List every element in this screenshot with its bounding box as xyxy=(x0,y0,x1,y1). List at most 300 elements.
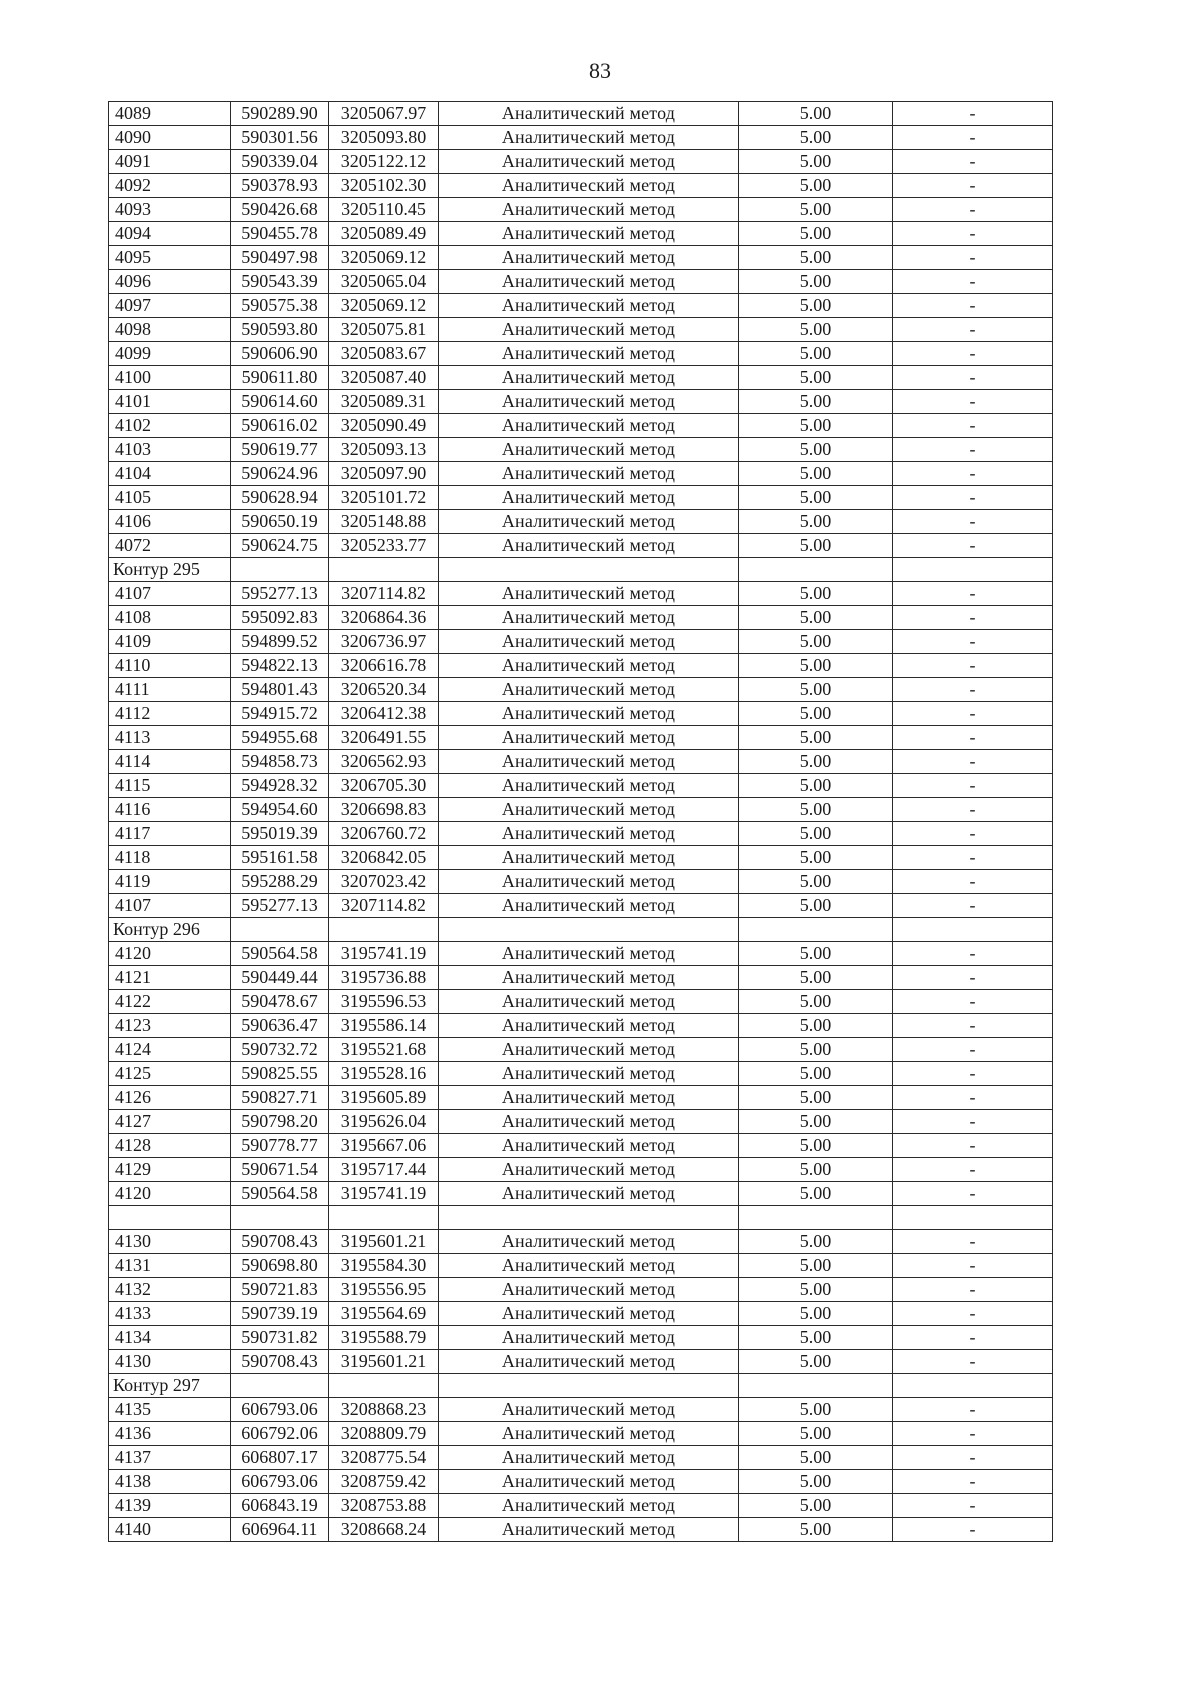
x-coordinate-cell: 590708.43 xyxy=(231,1230,329,1254)
accuracy-cell: 5.00 xyxy=(739,342,893,366)
point-number-cell: 4131 xyxy=(109,1254,231,1278)
method-cell: Аналитический метод xyxy=(439,462,739,486)
description-cell: - xyxy=(893,582,1053,606)
y-coordinate-cell: 3205067.97 xyxy=(329,102,439,126)
table-row xyxy=(109,630,1053,654)
method-cell: Аналитический метод xyxy=(439,438,739,462)
y-coordinate-cell: 3206616.78 xyxy=(329,654,439,678)
accuracy-cell: 5.00 xyxy=(739,774,893,798)
table-row xyxy=(109,486,1053,510)
x-coordinate-cell: 594801.43 xyxy=(231,678,329,702)
description-cell: - xyxy=(893,966,1053,990)
description-cell: - xyxy=(893,318,1053,342)
x-coordinate-cell: 590825.55 xyxy=(231,1062,329,1086)
x-coordinate-cell: 590449.44 xyxy=(231,966,329,990)
method-cell: Аналитический метод xyxy=(439,606,739,630)
x-coordinate-cell: 594954.60 xyxy=(231,798,329,822)
y-coordinate-cell: 3195717.44 xyxy=(329,1158,439,1182)
accuracy-cell: 5.00 xyxy=(739,1038,893,1062)
accuracy-cell: 5.00 xyxy=(739,942,893,966)
point-number-cell: 4111 xyxy=(109,678,231,702)
y-coordinate-cell: 3195564.69 xyxy=(329,1302,439,1326)
method-cell: Аналитический метод xyxy=(439,1230,739,1254)
y-coordinate-cell: 3195584.30 xyxy=(329,1254,439,1278)
empty-cell xyxy=(329,918,439,942)
table-row xyxy=(109,894,1053,918)
point-number-cell: 4130 xyxy=(109,1350,231,1374)
contour-header-row xyxy=(109,1206,1053,1230)
accuracy-cell: 5.00 xyxy=(739,174,893,198)
description-cell: - xyxy=(893,222,1053,246)
description-cell: - xyxy=(893,1158,1053,1182)
accuracy-cell: 5.00 xyxy=(739,1302,893,1326)
description-cell: - xyxy=(893,822,1053,846)
method-cell: Аналитический метод xyxy=(439,846,739,870)
description-cell: - xyxy=(893,510,1053,534)
description-cell: - xyxy=(893,1494,1053,1518)
accuracy-cell: 5.00 xyxy=(739,102,893,126)
point-number-cell: 4108 xyxy=(109,606,231,630)
point-number-cell: 4093 xyxy=(109,198,231,222)
table-row xyxy=(109,1062,1053,1086)
table-row xyxy=(109,1398,1053,1422)
empty-cell xyxy=(893,918,1053,942)
x-coordinate-cell: 590339.04 xyxy=(231,150,329,174)
accuracy-cell: 5.00 xyxy=(739,1422,893,1446)
empty-cell xyxy=(329,1206,439,1230)
description-cell: - xyxy=(893,774,1053,798)
point-number-cell: 4107 xyxy=(109,582,231,606)
description-cell: - xyxy=(893,102,1053,126)
method-cell: Аналитический метод xyxy=(439,870,739,894)
table-row xyxy=(109,1158,1053,1182)
table-body xyxy=(109,102,1053,1542)
x-coordinate-cell: 594955.68 xyxy=(231,726,329,750)
description-cell: - xyxy=(893,1422,1053,1446)
accuracy-cell: 5.00 xyxy=(739,702,893,726)
table-row xyxy=(109,1278,1053,1302)
method-cell: Аналитический метод xyxy=(439,894,739,918)
point-number-cell: 4140 xyxy=(109,1518,231,1542)
accuracy-cell: 5.00 xyxy=(739,630,893,654)
point-number-cell: 4101 xyxy=(109,390,231,414)
y-coordinate-cell: 3208868.23 xyxy=(329,1398,439,1422)
y-coordinate-cell: 3205148.88 xyxy=(329,510,439,534)
accuracy-cell: 5.00 xyxy=(739,1182,893,1206)
x-coordinate-cell: 590497.98 xyxy=(231,246,329,270)
y-coordinate-cell: 3195588.79 xyxy=(329,1326,439,1350)
point-number-cell: 4133 xyxy=(109,1302,231,1326)
description-cell: - xyxy=(893,414,1053,438)
x-coordinate-cell: 606793.06 xyxy=(231,1398,329,1422)
y-coordinate-cell: 3205093.80 xyxy=(329,126,439,150)
description-cell: - xyxy=(893,1470,1053,1494)
x-coordinate-cell: 590593.80 xyxy=(231,318,329,342)
table-row xyxy=(109,438,1053,462)
method-cell: Аналитический метод xyxy=(439,1182,739,1206)
description-cell: - xyxy=(893,150,1053,174)
x-coordinate-cell: 590732.72 xyxy=(231,1038,329,1062)
accuracy-cell: 5.00 xyxy=(739,318,893,342)
method-cell: Аналитический метод xyxy=(439,1038,739,1062)
accuracy-cell: 5.00 xyxy=(739,1086,893,1110)
accuracy-cell: 5.00 xyxy=(739,1158,893,1182)
description-cell: - xyxy=(893,1302,1053,1326)
empty-cell xyxy=(893,558,1053,582)
method-cell: Аналитический метод xyxy=(439,1110,739,1134)
y-coordinate-cell: 3208668.24 xyxy=(329,1518,439,1542)
y-coordinate-cell: 3206842.05 xyxy=(329,846,439,870)
description-cell: - xyxy=(893,1134,1053,1158)
method-cell: Аналитический метод xyxy=(439,318,739,342)
accuracy-cell: 5.00 xyxy=(739,1326,893,1350)
table-row xyxy=(109,414,1053,438)
point-number-cell: 4136 xyxy=(109,1422,231,1446)
method-cell: Аналитический метод xyxy=(439,1062,739,1086)
point-number-cell: 4132 xyxy=(109,1278,231,1302)
table-row xyxy=(109,774,1053,798)
point-number-cell: 4099 xyxy=(109,342,231,366)
x-coordinate-cell: 590708.43 xyxy=(231,1350,329,1374)
y-coordinate-cell: 3205089.49 xyxy=(329,222,439,246)
point-number-cell: 4106 xyxy=(109,510,231,534)
y-coordinate-cell: 3206520.34 xyxy=(329,678,439,702)
description-cell: - xyxy=(893,1182,1053,1206)
table-row xyxy=(109,366,1053,390)
x-coordinate-cell: 590614.60 xyxy=(231,390,329,414)
accuracy-cell: 5.00 xyxy=(739,1062,893,1086)
description-cell: - xyxy=(893,702,1053,726)
empty-cell xyxy=(439,1206,739,1230)
x-coordinate-cell: 590478.67 xyxy=(231,990,329,1014)
y-coordinate-cell: 3205101.72 xyxy=(329,486,439,510)
y-coordinate-cell: 3207114.82 xyxy=(329,894,439,918)
method-cell: Аналитический метод xyxy=(439,678,739,702)
x-coordinate-cell: 590827.71 xyxy=(231,1086,329,1110)
method-cell: Аналитический метод xyxy=(439,750,739,774)
point-number-cell: 4114 xyxy=(109,750,231,774)
description-cell: - xyxy=(893,438,1053,462)
accuracy-cell: 5.00 xyxy=(739,1446,893,1470)
point-number-cell: 4121 xyxy=(109,966,231,990)
contour-label: Контур 295 xyxy=(109,558,231,582)
accuracy-cell: 5.00 xyxy=(739,582,893,606)
point-number-cell: 4137 xyxy=(109,1446,231,1470)
accuracy-cell: 5.00 xyxy=(739,462,893,486)
accuracy-cell: 5.00 xyxy=(739,750,893,774)
method-cell: Аналитический метод xyxy=(439,1158,739,1182)
point-number-cell: 4091 xyxy=(109,150,231,174)
x-coordinate-cell: 590564.58 xyxy=(231,942,329,966)
point-number-cell: 4105 xyxy=(109,486,231,510)
y-coordinate-cell: 3195596.53 xyxy=(329,990,439,1014)
method-cell: Аналитический метод xyxy=(439,1326,739,1350)
point-number-cell: 4128 xyxy=(109,1134,231,1158)
x-coordinate-cell: 590611.80 xyxy=(231,366,329,390)
y-coordinate-cell: 3195736.88 xyxy=(329,966,439,990)
method-cell: Аналитический метод xyxy=(439,1446,739,1470)
y-coordinate-cell: 3195741.19 xyxy=(329,942,439,966)
y-coordinate-cell: 3206562.93 xyxy=(329,750,439,774)
table-row xyxy=(109,1230,1053,1254)
method-cell: Аналитический метод xyxy=(439,510,739,534)
point-number-cell: 4097 xyxy=(109,294,231,318)
point-number-cell: 4124 xyxy=(109,1038,231,1062)
method-cell: Аналитический метод xyxy=(439,486,739,510)
point-number-cell: 4127 xyxy=(109,1110,231,1134)
description-cell: - xyxy=(893,294,1053,318)
table-row xyxy=(109,1134,1053,1158)
description-cell: - xyxy=(893,1446,1053,1470)
y-coordinate-cell: 3206736.97 xyxy=(329,630,439,654)
x-coordinate-cell: 594858.73 xyxy=(231,750,329,774)
point-number-cell: 4135 xyxy=(109,1398,231,1422)
method-cell: Аналитический метод xyxy=(439,798,739,822)
y-coordinate-cell: 3195626.04 xyxy=(329,1110,439,1134)
description-cell: - xyxy=(893,246,1053,270)
table-row xyxy=(109,126,1053,150)
table-row xyxy=(109,990,1053,1014)
x-coordinate-cell: 590731.82 xyxy=(231,1326,329,1350)
accuracy-cell: 5.00 xyxy=(739,126,893,150)
table-row xyxy=(109,1422,1053,1446)
table-row xyxy=(109,462,1053,486)
accuracy-cell: 5.00 xyxy=(739,390,893,414)
x-coordinate-cell: 590619.77 xyxy=(231,438,329,462)
method-cell: Аналитический метод xyxy=(439,630,739,654)
x-coordinate-cell: 606807.17 xyxy=(231,1446,329,1470)
table-row xyxy=(109,1470,1053,1494)
y-coordinate-cell: 3206698.83 xyxy=(329,798,439,822)
accuracy-cell: 5.00 xyxy=(739,270,893,294)
accuracy-cell: 5.00 xyxy=(739,198,893,222)
y-coordinate-cell: 3205093.13 xyxy=(329,438,439,462)
table-row xyxy=(109,222,1053,246)
method-cell: Аналитический метод xyxy=(439,726,739,750)
point-number-cell: 4117 xyxy=(109,822,231,846)
table-row xyxy=(109,1182,1053,1206)
point-number-cell: 4118 xyxy=(109,846,231,870)
coordinates-table xyxy=(108,101,1053,1542)
description-cell: - xyxy=(893,678,1053,702)
x-coordinate-cell: 590624.96 xyxy=(231,462,329,486)
table-row xyxy=(109,342,1053,366)
accuracy-cell: 5.00 xyxy=(739,438,893,462)
method-cell: Аналитический метод xyxy=(439,390,739,414)
y-coordinate-cell: 3206412.38 xyxy=(329,702,439,726)
point-number-cell: 4123 xyxy=(109,1014,231,1038)
x-coordinate-cell: 590426.68 xyxy=(231,198,329,222)
y-coordinate-cell: 3195586.14 xyxy=(329,1014,439,1038)
point-number-cell: 4107 xyxy=(109,894,231,918)
point-number-cell: 4116 xyxy=(109,798,231,822)
y-coordinate-cell: 3206864.36 xyxy=(329,606,439,630)
accuracy-cell: 5.00 xyxy=(739,846,893,870)
method-cell: Аналитический метод xyxy=(439,654,739,678)
description-cell: - xyxy=(893,1038,1053,1062)
x-coordinate-cell: 590698.80 xyxy=(231,1254,329,1278)
table-row xyxy=(109,150,1053,174)
accuracy-cell: 5.00 xyxy=(739,1398,893,1422)
method-cell: Аналитический метод xyxy=(439,150,739,174)
table-row xyxy=(109,1350,1053,1374)
table-row xyxy=(109,510,1053,534)
table-row xyxy=(109,534,1053,558)
accuracy-cell: 5.00 xyxy=(739,1254,893,1278)
table-row xyxy=(109,246,1053,270)
description-cell: - xyxy=(893,1326,1053,1350)
x-coordinate-cell: 590575.38 xyxy=(231,294,329,318)
table-row xyxy=(109,1494,1053,1518)
accuracy-cell: 5.00 xyxy=(739,966,893,990)
description-cell: - xyxy=(893,1014,1053,1038)
empty-cell xyxy=(893,1206,1053,1230)
method-cell: Аналитический метод xyxy=(439,414,739,438)
y-coordinate-cell: 3205083.67 xyxy=(329,342,439,366)
table-row xyxy=(109,582,1053,606)
x-coordinate-cell: 590778.77 xyxy=(231,1134,329,1158)
table-row xyxy=(109,1014,1053,1038)
table-row xyxy=(109,846,1053,870)
method-cell: Аналитический метод xyxy=(439,582,739,606)
y-coordinate-cell: 3205110.45 xyxy=(329,198,439,222)
method-cell: Аналитический метод xyxy=(439,534,739,558)
point-number-cell: 4125 xyxy=(109,1062,231,1086)
accuracy-cell: 5.00 xyxy=(739,822,893,846)
point-number-cell: 4100 xyxy=(109,366,231,390)
y-coordinate-cell: 3206760.72 xyxy=(329,822,439,846)
table-row xyxy=(109,390,1053,414)
y-coordinate-cell: 3205089.31 xyxy=(329,390,439,414)
table-row xyxy=(109,318,1053,342)
x-coordinate-cell: 590455.78 xyxy=(231,222,329,246)
point-number-cell: 4090 xyxy=(109,126,231,150)
table-row xyxy=(109,870,1053,894)
x-coordinate-cell: 606843.19 xyxy=(231,1494,329,1518)
y-coordinate-cell: 3195601.21 xyxy=(329,1350,439,1374)
point-number-cell: 4119 xyxy=(109,870,231,894)
description-cell: - xyxy=(893,534,1053,558)
y-coordinate-cell: 3208753.88 xyxy=(329,1494,439,1518)
contour-header-row xyxy=(109,1374,1053,1398)
table-row xyxy=(109,174,1053,198)
empty-cell xyxy=(231,1206,329,1230)
method-cell: Аналитический метод xyxy=(439,366,739,390)
x-coordinate-cell: 590564.58 xyxy=(231,1182,329,1206)
contour-label: Контур 296 xyxy=(109,918,231,942)
empty-cell xyxy=(439,558,739,582)
table-row xyxy=(109,702,1053,726)
y-coordinate-cell: 3208759.42 xyxy=(329,1470,439,1494)
y-coordinate-cell: 3195741.19 xyxy=(329,1182,439,1206)
point-number-cell: 4098 xyxy=(109,318,231,342)
empty-cell xyxy=(329,1374,439,1398)
description-cell: - xyxy=(893,1230,1053,1254)
y-coordinate-cell: 3195605.89 xyxy=(329,1086,439,1110)
description-cell: - xyxy=(893,486,1053,510)
accuracy-cell: 5.00 xyxy=(739,1230,893,1254)
empty-cell xyxy=(739,1206,893,1230)
empty-cell xyxy=(739,1374,893,1398)
method-cell: Аналитический метод xyxy=(439,942,739,966)
method-cell: Аналитический метод xyxy=(439,1086,739,1110)
point-number-cell: 4138 xyxy=(109,1470,231,1494)
empty-cell xyxy=(439,918,739,942)
y-coordinate-cell: 3195667.06 xyxy=(329,1134,439,1158)
table-row xyxy=(109,966,1053,990)
accuracy-cell: 5.00 xyxy=(739,486,893,510)
point-number-cell: 4129 xyxy=(109,1158,231,1182)
description-cell: - xyxy=(893,726,1053,750)
method-cell: Аналитический метод xyxy=(439,1398,739,1422)
method-cell: Аналитический метод xyxy=(439,702,739,726)
y-coordinate-cell: 3205075.81 xyxy=(329,318,439,342)
point-number-cell: 4120 xyxy=(109,1182,231,1206)
x-coordinate-cell: 590378.93 xyxy=(231,174,329,198)
description-cell: - xyxy=(893,1110,1053,1134)
point-number-cell: 4130 xyxy=(109,1230,231,1254)
table-row xyxy=(109,1038,1053,1062)
x-coordinate-cell: 590301.56 xyxy=(231,126,329,150)
point-number-cell: 4134 xyxy=(109,1326,231,1350)
point-number-cell: 4095 xyxy=(109,246,231,270)
accuracy-cell: 5.00 xyxy=(739,678,893,702)
method-cell: Аналитический метод xyxy=(439,198,739,222)
empty-cell xyxy=(739,918,893,942)
x-coordinate-cell: 595019.39 xyxy=(231,822,329,846)
table-row xyxy=(109,654,1053,678)
table-row xyxy=(109,606,1053,630)
table-row xyxy=(109,1110,1053,1134)
method-cell: Аналитический метод xyxy=(439,822,739,846)
y-coordinate-cell: 3207023.42 xyxy=(329,870,439,894)
y-coordinate-cell: 3195528.16 xyxy=(329,1062,439,1086)
description-cell: - xyxy=(893,270,1053,294)
table-row xyxy=(109,102,1053,126)
table-row xyxy=(109,294,1053,318)
y-coordinate-cell: 3206705.30 xyxy=(329,774,439,798)
table-row xyxy=(109,942,1053,966)
x-coordinate-cell: 590606.90 xyxy=(231,342,329,366)
method-cell: Аналитический метод xyxy=(439,1278,739,1302)
point-number-cell: 4139 xyxy=(109,1494,231,1518)
x-coordinate-cell: 594822.13 xyxy=(231,654,329,678)
method-cell: Аналитический метод xyxy=(439,270,739,294)
point-number-cell: 4120 xyxy=(109,942,231,966)
description-cell: - xyxy=(893,798,1053,822)
method-cell: Аналитический метод xyxy=(439,174,739,198)
y-coordinate-cell: 3195601.21 xyxy=(329,1230,439,1254)
table-row xyxy=(109,198,1053,222)
method-cell: Аналитический метод xyxy=(439,246,739,270)
accuracy-cell: 5.00 xyxy=(739,414,893,438)
x-coordinate-cell: 590624.75 xyxy=(231,534,329,558)
description-cell: - xyxy=(893,366,1053,390)
x-coordinate-cell: 590289.90 xyxy=(231,102,329,126)
accuracy-cell: 5.00 xyxy=(739,606,893,630)
description-cell: - xyxy=(893,462,1053,486)
method-cell: Аналитический метод xyxy=(439,1254,739,1278)
description-cell: - xyxy=(893,1518,1053,1542)
point-number-cell: 4112 xyxy=(109,702,231,726)
accuracy-cell: 5.00 xyxy=(739,894,893,918)
table-row xyxy=(109,798,1053,822)
empty-cell xyxy=(329,558,439,582)
accuracy-cell: 5.00 xyxy=(739,246,893,270)
point-number-cell: 4115 xyxy=(109,774,231,798)
y-coordinate-cell: 3195556.95 xyxy=(329,1278,439,1302)
point-number-cell: 4089 xyxy=(109,102,231,126)
